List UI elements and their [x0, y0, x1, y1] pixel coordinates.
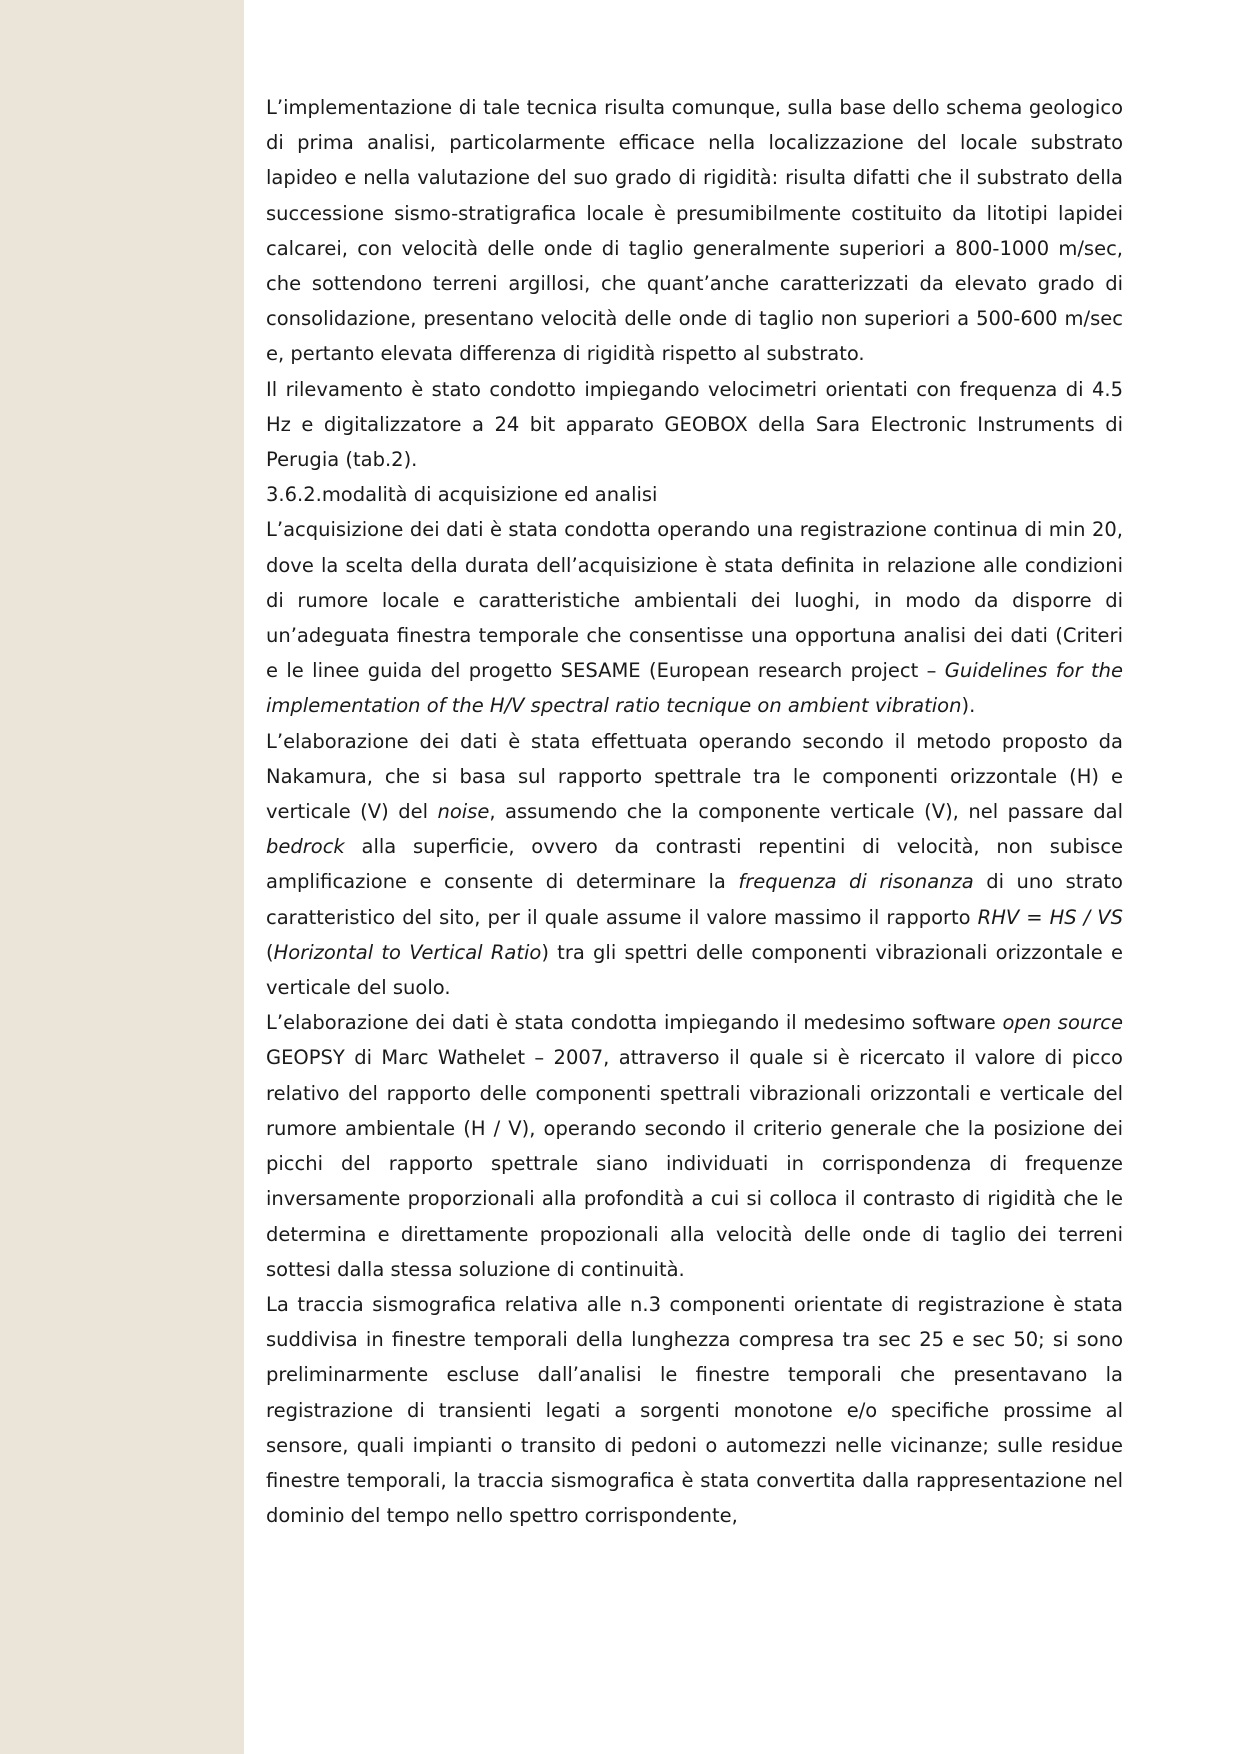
italic-run: Guidelines for the implementation of the H/V spectral ratio tecnique on ambient vibration [266, 659, 1123, 718]
paragraph-text: Il rilevamento è stato condotto impiegando velocimetri orientati con frequenza di 4.5 Hz e digitalizzatore a 24 bit apparato GEOBOX della Sara Electronic Instruments di Perugia (tab.2). [266, 377, 1123, 472]
italic-run: Horizontal to Vertical Ratio [273, 940, 542, 964]
italic-run: RHV = HS / VS [977, 905, 1123, 929]
text-run: L’elaborazione dei dati è stata condotta impiegando il medesimo software [266, 1011, 1003, 1035]
text-run: GEOPSY di Marc Wathelet – 2007, attraverso il quale si è ricercato il valore di picco relativo del rapporto delle componenti spettrali vibrazionali orizzontali e verticale del rumore ambientale (H / V), operando secondo il criterio generale che la posizione dei picchi del rapporto spettrale siano individuati in corrispondenza di frequenze inversamente proporzionali alla profondità a cui si colloca il contrasto di rigidità che le determina e direttamente propozionali alla velocità delle onde di taglio dei terreni sottesi dalla stessa soluzione di continuità. [266, 1046, 1123, 1281]
paragraph-rilevamento [266, 372, 1123, 478]
paragraph-traccia [266, 1287, 1123, 1533]
text-run: , assumendo che la componente verticale (V), nel passare dal [489, 800, 1123, 824]
italic-run: noise [437, 800, 490, 824]
text-run: di uno strato caratteristico del sito, per il quale assume il valore massimo il rapporto [266, 870, 1123, 929]
italic-run: bedrock [266, 835, 345, 859]
text-run: L’acquisizione dei dati è stata condotta operando una registrazione continua di min 20, dove la scelta della durata dell’acquisizione è stata definita in relazione alle condizioni di rumore locale e caratteristiche ambientali dei luoghi, in modo da disporre di un’adeguata finestra temporale che consentisse una opportuna analisi dei dati (Criteri e le linee guida del progetto SESAME (European research project – [266, 518, 1123, 683]
text-run: alla superficie, ovvero da contrasti repentini di velocità, non subisce amplificazione e consente di determinare la [266, 835, 1123, 894]
paragraph-nakamura [266, 724, 1123, 1006]
page-side-band [0, 0, 244, 1754]
paragraph-text: La traccia sismografica relativa alle n.3 componenti orientate di registrazione è stata suddivisa in finestre temporali della lunghezza compresa tra sec 25 e sec 50; si sono preliminarmente escluse dall’analisi le finestre temporali che presentavano la registrazione di transienti legati a sorgenti monotone e/o specifiche prossime al sensore, quali impianti o transito di pedoni o automezzi nelle vicinanze; sulle residue finestre temporali, la traccia sismografica è stata convertita dalla rappresentazione nel dominio del tempo nello spettro corrispondente, [266, 1292, 1123, 1528]
paragraph-acquisizione [266, 512, 1123, 723]
paragraph-substrato [266, 90, 1123, 372]
document-body [266, 90, 1123, 1533]
text-run: ) tra gli spettri delle componenti vibrazionali orizzontale e verticale del suolo. [266, 940, 1124, 1000]
text-run: ( [266, 940, 274, 964]
section-heading: 3.6.2.modalità di acquisizione ed analisi [266, 483, 658, 507]
paragraph-text: L’implementazione di tale tecnica risulta comunque, sulla base dello schema geologico di prima analisi, particolarmente efficace nella localizzazione del locale substrato lapideo e nella valutazione del suo grado di rigidità: risulta difatti che il substrato della successione sismo-stratigrafica locale è presumibilmente costituito da litotipi lapidei calcarei, con velocità delle onde di taglio generalmente superiori a 800-1000 m/sec, che sottendono terreni argillosi, che quant’anche caratterizzati da elevato grado di consolidazione, presentano velocità delle onde di taglio non superiori a 500-600 m/sec e, pertanto elevata differenza di rigidità rispetto al substrato. [266, 96, 1123, 366]
text-run: ). [961, 694, 976, 718]
italic-run: open source [1002, 1011, 1123, 1035]
italic-run: frequenza di risonanza [738, 870, 974, 894]
text-run: L’elaborazione dei dati è stata effettuata operando secondo il metodo proposto da Nakamura, che si basa sul rapporto spettrale tra le componenti orizzontale (H) e verticale (V) del [266, 729, 1123, 824]
paragraph-geopsy [266, 1005, 1123, 1287]
